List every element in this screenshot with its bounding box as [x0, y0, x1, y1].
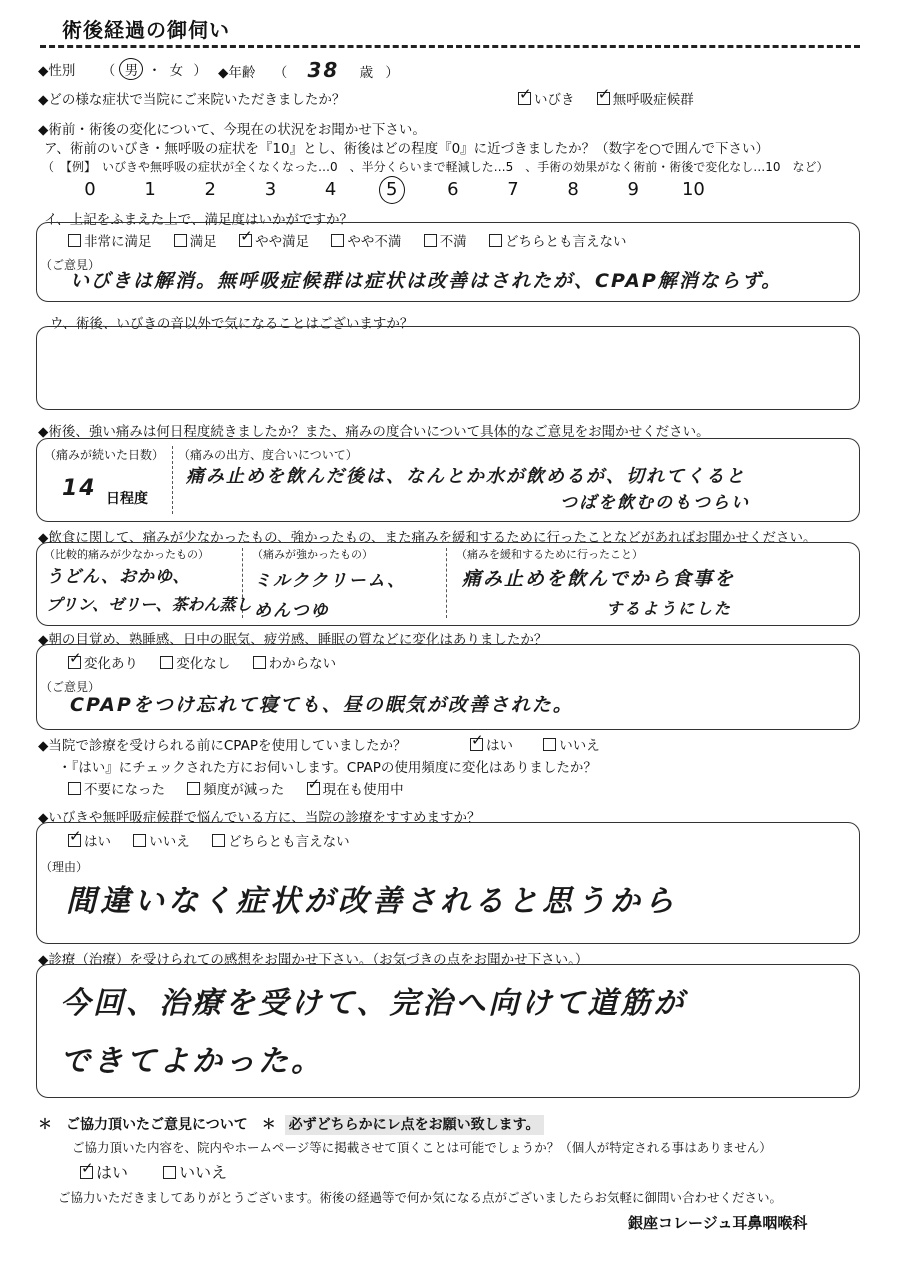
- pain-days-unit: 日程度: [106, 491, 148, 507]
- footer-note-highlight: 必ずどちらかにレ点をお願い致します。: [285, 1115, 544, 1135]
- food-relief-line2[interactable]: するようにした: [606, 599, 733, 618]
- satisfaction-option[interactable]: どちらとも言えない: [489, 230, 627, 250]
- checkbox-icon: [424, 234, 437, 247]
- q-sleep: ◆朝の目覚め、熟睡感、日中の眠気、疲労感、睡眠の質などに変化はありましたか？: [38, 632, 548, 648]
- footer-options: [80, 1160, 245, 1183]
- pain-degree-line1[interactable]: 痛み止めを飲んだ後は、なんとか水が飲めるが、切れてくると: [186, 466, 746, 487]
- checkbox-icon: [174, 234, 187, 247]
- gender-label: ◆性別: [38, 63, 76, 79]
- q-recommend: ◆いびきや無呼吸症候群で悩んでいる方に、当院の診療をすすめますか？: [38, 810, 481, 826]
- sound-answer-box[interactable]: [36, 326, 860, 410]
- q-food: ◆飲食に関して、痛みが少なかったもの、強かったもの、また痛みを緩和するために行ったことなどがあればお聞かせください。: [38, 530, 817, 546]
- q-impression: ◆診療（治療）を受けられての感想をお聞かせ下さい。（お気づきの点をお聞かせ下さい。）: [38, 952, 589, 968]
- checkbox-icon: [470, 738, 483, 751]
- satisfaction-opinion-label: （ご意見）: [40, 258, 101, 272]
- satisfaction-option[interactable]: やや不満: [331, 230, 401, 250]
- gender-female-option[interactable]: 女: [169, 63, 184, 79]
- pain-divider: [172, 446, 173, 514]
- scale-6[interactable]: 6: [447, 179, 459, 200]
- checkbox-icon: [68, 656, 81, 669]
- food-relief-line1[interactable]: 痛み止めを飲んでから食事を: [462, 568, 736, 590]
- sleep-option-changed[interactable]: ✓変化あり: [68, 652, 138, 672]
- checkbox-icon: [68, 782, 81, 795]
- recommend-option-no[interactable]: いいえ: [133, 830, 190, 850]
- permission-option-no[interactable]: いいえ: [163, 1160, 227, 1183]
- sleep-options: [68, 652, 354, 672]
- recommend-reason-label: （理由）: [40, 860, 89, 874]
- pain-days-value[interactable]: 14: [62, 476, 97, 501]
- checkbox-icon: [489, 234, 502, 247]
- food-less-line2[interactable]: プリン、ゼリー、茶わん蒸し: [46, 595, 252, 614]
- cpap-sub-options: [68, 778, 422, 798]
- q-symptom: ◆どの様な症状で当院にご来院いただきましたか？: [38, 92, 346, 108]
- checkbox-icon: [160, 656, 173, 669]
- checkbox-icon: [187, 782, 200, 795]
- scale-7[interactable]: 7: [507, 179, 519, 200]
- q-change-sub: ア、術前のいびき・無呼吸の症状を『10』とし、術後はどの程度『0』に近づきましたか？（数字を○で囲んで下さい）: [44, 141, 769, 157]
- scale-5-circled[interactable]: 5: [379, 176, 405, 204]
- age-unit: 歳: [359, 65, 374, 81]
- impression-line1[interactable]: 今回、治療を受けて、完治へ向けて道筋が: [60, 986, 687, 1021]
- scale-0[interactable]: 0: [84, 179, 96, 200]
- checkbox-icon: [543, 738, 556, 751]
- q-change: ◆術前・術後の変化について、今現在の状況をお聞かせ下さい。: [38, 122, 426, 138]
- checkbox-icon: [253, 656, 266, 669]
- cpap-sub-option[interactable]: ✓ 現在も使用中: [307, 778, 404, 798]
- cpap-option-no[interactable]: いいえ: [543, 734, 600, 754]
- checkbox-icon: [307, 782, 320, 795]
- page-title: 術後経過の御伺い: [62, 18, 230, 42]
- permission-option-yes[interactable]: ✓はい: [80, 1160, 128, 1183]
- q-sound: ウ、術後、いびきの音以外で気になることはございますか？: [50, 316, 414, 332]
- checkbox-icon: [239, 234, 252, 247]
- checkbox-icon: [163, 1166, 176, 1179]
- age-value[interactable]: 38: [307, 58, 340, 82]
- q-change-example: （ 【例】 いびきや無呼吸の症状が全くなくなった…0 、半分くらいまで軽減した…5 、手術の効果がなく術前・術後で変化なし…10 など）: [42, 160, 829, 174]
- q-satisfaction: イ、上記をふまえた上で、満足度はいかがですか？: [44, 212, 354, 228]
- pain-days-label: （痛みが続いた日数）: [44, 448, 165, 462]
- food-strong-label: （痛みが強かったもの）: [252, 548, 373, 561]
- q-symptom-options: [518, 88, 712, 108]
- recommend-reason[interactable]: 間違いなく症状が改善されると思うから: [66, 884, 678, 919]
- cpap-sub-option[interactable]: 不要になった: [68, 778, 165, 798]
- food-less-label: （比較的痛みが少なかったもの）: [44, 548, 209, 561]
- recommend-option-yes[interactable]: ✓はい: [68, 830, 111, 850]
- symptom-option-snoring[interactable]: ✓ いびき: [518, 88, 575, 108]
- checkbox-icon: [133, 834, 146, 847]
- title-divider: [40, 45, 860, 48]
- cpap-option-yes[interactable]: ✓ はい: [470, 734, 513, 754]
- food-strong-line2[interactable]: めんつゆ: [254, 601, 330, 621]
- footer-permission: ご協力頂いた内容を、院内やホームページ等に掲載させて頂くことは可能でしょうか？（個人が特定される事はありません）: [72, 1140, 772, 1155]
- q-pain: ◆術後、強い痛みは何日程度続きましたか？また、痛みの度合いについて具体的なご意見をお聞かせください。: [38, 424, 710, 440]
- satisfaction-option[interactable]: 不満: [424, 230, 467, 250]
- food-less-line1[interactable]: うどん、おかゆ、: [46, 567, 191, 587]
- q-cpap: ◆当院で診療を受けられる前にCPAPを使用していましたか？: [38, 738, 407, 754]
- gender-male-option[interactable]: 男: [119, 58, 143, 80]
- sleep-option-unknown[interactable]: わからない: [253, 652, 337, 672]
- impression-line2[interactable]: できてよかった。: [60, 1044, 324, 1079]
- footer-note: ＊ ご協力頂いたご意見について ＊ 必ずどちらかにレ点をお願い致します。: [38, 1114, 544, 1134]
- satisfaction-option[interactable]: ✓ やや満足: [239, 230, 309, 250]
- checkbox-icon: [331, 234, 344, 247]
- recommend-options: [68, 830, 368, 850]
- satisfaction-options: [68, 230, 644, 250]
- checkbox-icon: [80, 1166, 93, 1179]
- scale-8[interactable]: 8: [567, 179, 579, 200]
- food-relief-label: （痛みを緩和するために行ったこと）: [456, 548, 643, 561]
- satisfaction-opinion[interactable]: いびきは解消。無呼吸症候群は症状は改善はされたが、CPAP解消ならず。: [70, 270, 783, 292]
- change-scale: [62, 176, 721, 204]
- sleep-opinion-label: （ご意見）: [40, 680, 101, 694]
- satisfaction-option[interactable]: 非常に満足: [68, 230, 152, 250]
- age-label: ◆年齢: [218, 65, 256, 81]
- symptom-option-apnea[interactable]: ✓ 無呼吸症候群: [597, 88, 694, 108]
- scale-3[interactable]: 3: [264, 179, 277, 200]
- scale-2[interactable]: 2: [204, 179, 216, 200]
- scale-1[interactable]: 1: [144, 179, 156, 200]
- checkbox-icon: [597, 92, 610, 105]
- scale-9[interactable]: 9: [627, 179, 639, 200]
- recommend-option-neither[interactable]: どちらとも言えない: [212, 830, 350, 850]
- checkbox-icon: [68, 834, 81, 847]
- checkbox-icon: [212, 834, 225, 847]
- pain-degree-label: （痛みの出方、度合いについて）: [178, 448, 358, 462]
- cpap-options: [470, 734, 618, 754]
- footer-thanks: ご協力いただきましてありがとうございます。術後の経過等で何か気になる点がございましたらお気軽に御問い合わせください。: [58, 1190, 783, 1205]
- age-row: ◆年齢 （ 38 歳 ）: [218, 58, 399, 82]
- sleep-opinion[interactable]: CPAPをつけ忘れて寝ても、昼の眠気が改善された。: [70, 694, 574, 716]
- scale-4[interactable]: 4: [324, 179, 337, 200]
- sleep-option-unchanged[interactable]: 変化なし: [160, 652, 230, 672]
- gender-row: ◆性別 （ 男 ・ 女 ）: [38, 58, 207, 80]
- scale-10[interactable]: 10: [681, 179, 705, 200]
- food-divider-2: [446, 548, 447, 618]
- q-cpap-sub: ・『はい』にチェックされた方にお伺いします。CPAPの使用頻度に変化はありましたか？: [58, 760, 597, 776]
- pain-degree-line2[interactable]: つばを飲むのもつらい: [560, 493, 750, 513]
- clinic-name: 銀座コレージュ耳鼻咽喉科: [628, 1214, 808, 1232]
- checkbox-icon: [518, 92, 531, 105]
- cpap-sub-option[interactable]: 頻度が減った: [187, 778, 284, 798]
- food-strong-line1[interactable]: ミルククリーム、: [254, 571, 407, 591]
- satisfaction-option[interactable]: 満足: [174, 230, 217, 250]
- checkbox-icon: [68, 234, 81, 247]
